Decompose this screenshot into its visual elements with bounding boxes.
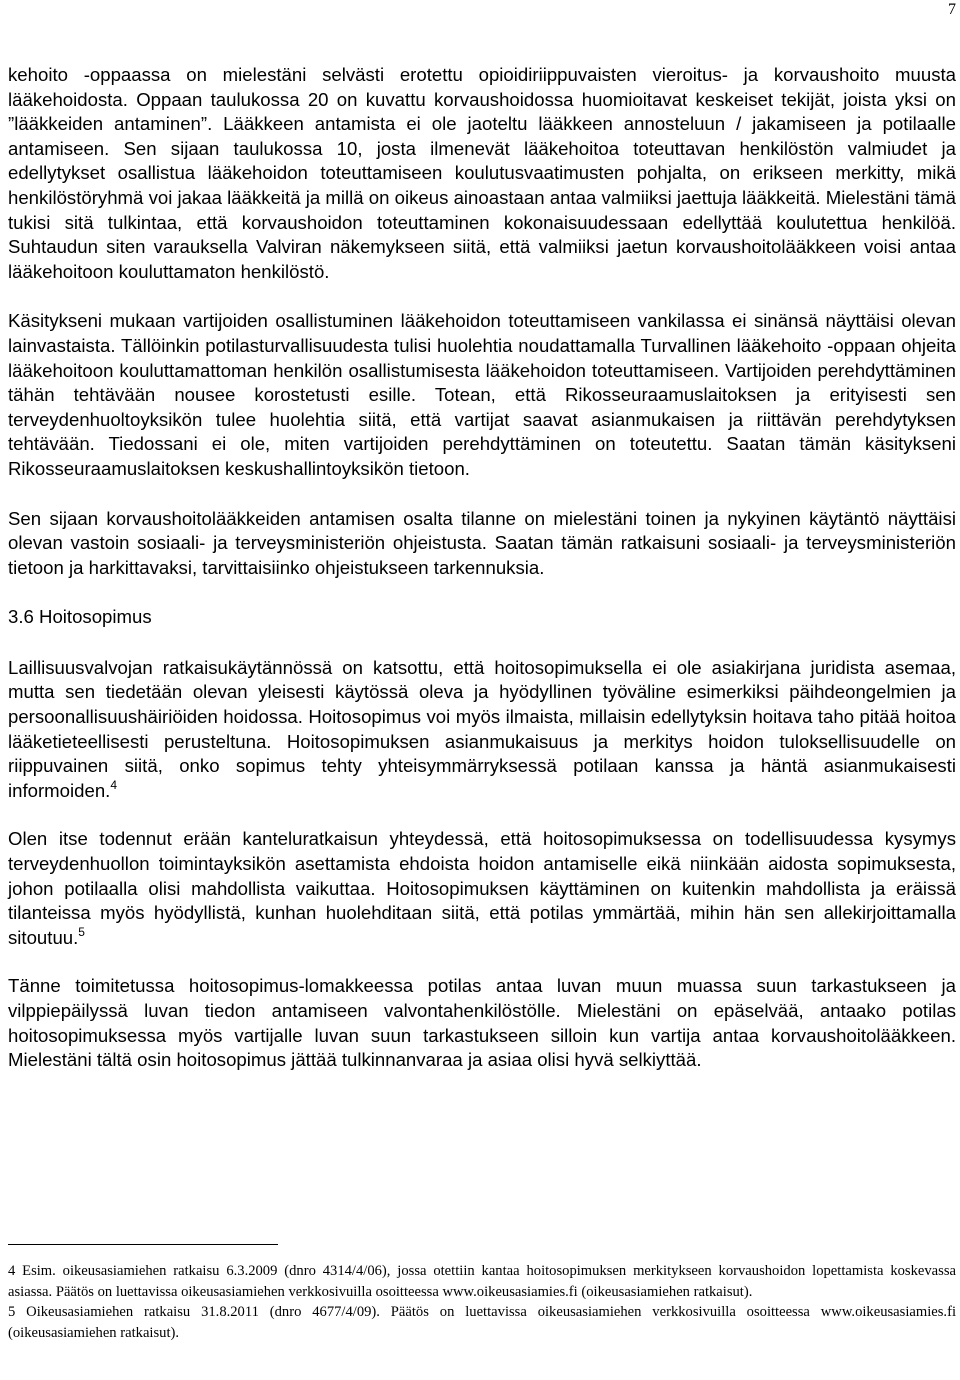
- section-paragraph-1-text: Laillisuusvalvojan ratkaisukäytännössä on katsottu, että hoitosopimuksella ei ole asiakirjana juridista asemaa, mutta sen tiedetään olevan yleisesti käytössä oleva ja hyödyllinen työväline esimerkiksi päihdeongelmien ja persoonallisuushäiriöiden hoidossa. Hoitosopimus voi myös ilmaista, millaisin edellytyksin hoitava taho pitää hoitoa lääketieteellisesti perusteltuna. Hoitosopimuksen asianmukaisuus ja merkitys hoidon tuloksellisuudelle on riippuvainen siitä, onko sopimus tehty yhteisymmärryksessä potilaan kanssa ja häntä asianmukaisesti informoiden.: [8, 656, 956, 801]
- section-paragraph-3-text: Tänne toimitetussa hoitosopimus-lomakkeessa potilas antaa luvan muun muassa suun tarkastukseen ja vilppiepäilyssä luvan tiedon antamiseen valvontahenkilöstölle. Mielestäni on epäselvää, antaako potilas hoitosopimuksessa myös vartijalle luvan suun tarkastukseen silloin kun vartija antaa korvaushoitolääkkeen. Mielestäni tältä osin hoitosopimus jättää tulkinnanvaraa ja asiaa olisi hyvä selkiyttää.: [8, 975, 956, 1071]
- section-paragraph-2: [8, 827, 956, 950]
- paragraph-1: kehoito -oppaassa on mielestäni selvästi erotettu opioidiriippuvaisten vieroitus- ja korvaushoito muusta lääkehoidosta. Oppaan taulukossa 20 on kuvattu korvaushoidossa huomioitavat keskeiset tekijät, joista yksi on ”lääkkeiden antaminen”. Lääkkeen antamista ei ole jaoteltu lääkkeen annosteluun / jakamiseen ja potilaalle antamiseen. Sen sijaan taulukossa 10, josta ilmenevät lääkehoitoa toteuttavan henkilöstön valmiudet ja edellytykset osallistua lääkehoidon toteuttamiseen koulutusvaatimusten pohjalta, on erikseen merkitty, mikä henkilöstöryhmä voi jakaa lääkkeitä ja millä on oikeus ainoastaan antaa valmiiksi jaettuja lääkkeitä. Mielestäni tämä tukisi sitä tulkintaa, että korvaushoidon toteuttaminen kokonaisuudessaan edellyttää koulutettua henkilöä. Suhtaudun siten varauksella Valviran näkemykseen siitä, että valmiiksi jaetun korvaushoitolääkkeen voisi antaa lääkehoitoon kouluttamaton henkilöstö.: [8, 64, 956, 282]
- section-paragraph-2-text: Olen itse todennut erään kanteluratkaisun yhteydessä, että hoitosopimuksessa on todellisuudessa kysymys terveydenhuollon toimintayksikön asettamista ehdoista hoidon antamiselle eikä niinkään aidosta sopimuksesta, johon potilaalla olisi mahdollista vaikuttaa. Hoitosopimuksen käyttäminen on kuitenkin mahdollista ja eräissä tilanteissa myös hyödyllistä, kunhan huolehditaan siitä, että potilas ymmärtää, mihin hän sen allekirjoittamalla sitoutuu.: [8, 828, 956, 948]
- page-number: 7: [948, 1, 956, 18]
- footnotes: [8, 1244, 956, 1343]
- paragraph-2: Käsitykseni mukaan vartijoiden osallistuminen lääkehoidon toteuttamiseen vankilassa ei sinänsä näyttäisi olevan lainvastaista. Tällöinkin potilasturvallisuudesta tulisi huolehtia noudattamalla Turvallinen lääkehoito -oppaan ohjeita lääkehoitoon kouluttamattoman henkilön osallistumisesta lääkehoidon toteuttamiseen. Vartijoiden perehdyttäminen tähän tehtävään nousee korostetusti esille. Totean, että Rikosseuraamuslaitoksen ja erityisesti sen terveydenhuoltoyksikön tulee huolehtia siitä, että vartijat saavat asianmukaisen ja riittävän perehdytyksen tehtävään. Tiedossani ei ole, miten vartijoiden perehdyttäminen on toteutettu. Saatan tämän käsitykseni Rikosseuraamuslaitoksen keskushallintoyksikön tietoon.: [8, 310, 956, 479]
- section-paragraph-3: [8, 974, 956, 1072]
- document-body: [8, 63, 956, 1097]
- footnote-ref-4[interactable]: 4: [110, 777, 118, 792]
- footnote-ref-5[interactable]: 5: [78, 924, 85, 939]
- footnote-separator: [8, 1244, 278, 1245]
- footnote-5: 5 Oikeusasiamiehen ratkaisu 31.8.2011 (dnro 4677/4/09). Päätös on luettavissa oikeusasiamiehen verkkosivuilla osoitteessa www.oikeusasiamies.fi (oikeusasiamiehen ratkaisut).: [8, 1304, 956, 1341]
- paragraph-3: Sen sijaan korvaushoitolääkkeiden antamisen osalta tilanne on mielestäni toinen ja nykyinen käytäntö näyttäisi olevan vastoin sosiaali- ja terveysministeriön ohjeistusta. Saatan tämän ratkaisuni sosiaali- ja terveysministeriön tietoon ja harkittavaksi, tarvittaisiinko ohjeistukseen tarkennuksia.: [8, 507, 956, 578]
- section-paragraph-1: [8, 656, 956, 804]
- section-heading: 3.6 Hoitosopimus: [8, 606, 152, 628]
- footnote-4: 4 Esim. oikeusasiamiehen ratkaisu 6.3.2009 (dnro 4314/4/06), jossa otettiin kantaa hoitosopimuksen merkitykseen korvaushoidon lopettamista koskevassa asiassa. Päätös on luettavissa oikeusasiamiehen verkkosivuilla osoitteessa www.oikeusasiamies.fi (oikeusasiamiehen ratkaisut).: [8, 1263, 956, 1300]
